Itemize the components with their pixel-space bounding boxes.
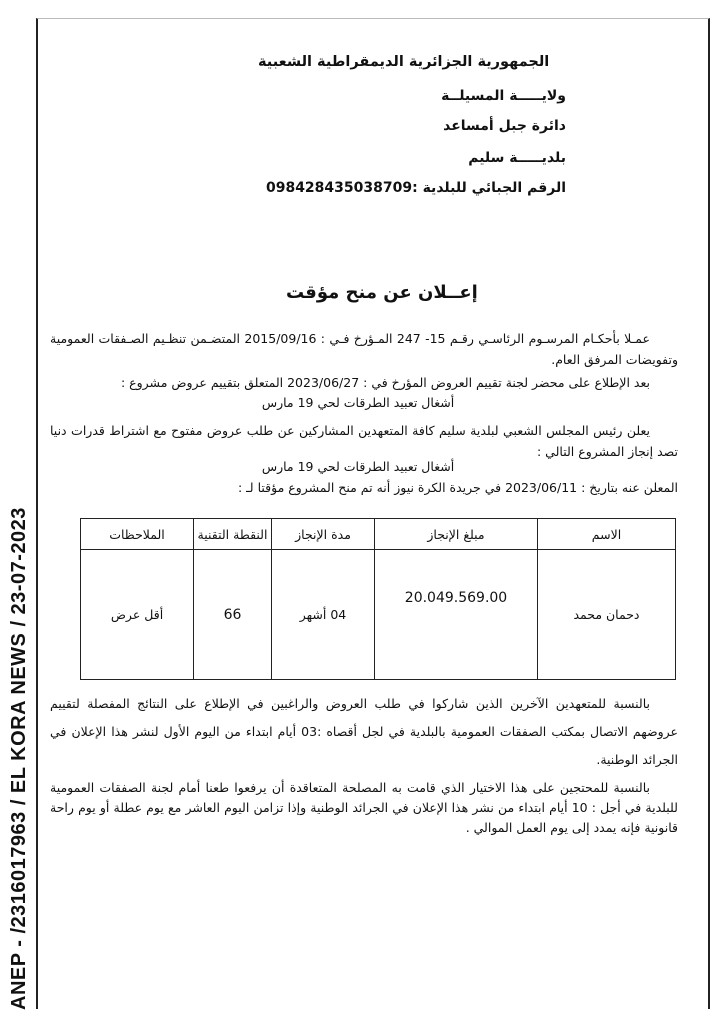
commune: بلديـــــة سليم xyxy=(468,150,566,166)
cell-notes: أقل عرض xyxy=(81,550,194,680)
project-name-2: أشغال تعبيد الطرقات لحي 19 مارس xyxy=(261,459,455,474)
wilaya: ولايـــــة المسيلــة xyxy=(441,88,566,104)
col-duration: مدة الإنجاز xyxy=(272,519,375,550)
table-row xyxy=(81,550,676,680)
announcement-title: إعــلان عن منح مؤقت xyxy=(286,282,478,303)
col-name: الاسم xyxy=(538,519,676,550)
document-border xyxy=(36,18,710,1009)
paragraph-appeals: بالنسبة للمحتجين على هذا الاختيار الذي قامت به المصلحة المتعاقدة أن يرفعوا طعنا أمام لجنة الصفقات العمومية للبلدية في أجل : 10 أيام ابتداء من نشر هذا الإعلان في الجرائد الوطنية وإذا تزامن اليوم العاشر مع يوم عطلة أو يوم راحة قانونية فإنه يمدد إلى يوم العمل الموالي . xyxy=(50,780,678,835)
daira: دائرة جبل أمساعد xyxy=(443,118,566,134)
cell-name: دحمان محمد xyxy=(538,550,676,680)
paragraph-evaluation: بعد الإطلاع على محضر لجنة تقييم العروض المؤرخ في : 2023/06/27 المتعلق بتقييم عروض مشروع : xyxy=(120,375,650,390)
paragraph-other-bidders: بالنسبة للمتعهدين الآخرين الذين شاركوا في طلب العروض والراغبين في الإطلاع على النتائج المفصلة لتقييم عروضهم الاتصال بمكتب الصفقات العمومية بالبلدية في لجل أقصاه :03 أيام ابتداء من اليوم الأول لنشر هذا الإعلان في الجرائد الوطنية. xyxy=(50,696,678,767)
award-table xyxy=(80,518,676,680)
tax-id: الرقم الجبائي للبلدية :098428435038709 xyxy=(265,180,566,196)
col-amount: مبلغ الإنجاز xyxy=(375,519,538,550)
table-header-row xyxy=(81,519,676,550)
publication-stamp: ANEP - /2316017963 / EL KORA NEWS / 23-07-2023 xyxy=(8,507,30,1010)
cell-technical-score: 66 xyxy=(194,550,272,680)
col-technical-score: النقطة التقنية xyxy=(194,519,272,550)
paragraph-award: المعلن عنه بتاريخ : 2023/06/11 في جريدة الكرة نيوز أنه تم منح المشروع مؤقتا لـ : xyxy=(237,480,678,495)
col-notes: الملاحظات xyxy=(81,519,194,550)
republic-heading: الجمهورية الجزائرية الديمقراطية الشعبية xyxy=(258,54,550,70)
paragraph-decree: عمـلا بأحكـام المرسـوم الرئاسـي رقـم 15- 247 المـؤرخ فـي : 2015/09/16 المتضـمن تنظـيم الصـفقات العمومية وتفويضات المرفق العام. xyxy=(50,331,678,367)
cell-amount: 20.049.569.00 xyxy=(375,550,538,680)
project-name: أشغال تعبيد الطرقات لحي 19 مارس xyxy=(261,395,455,410)
cell-duration: 04 أشهر xyxy=(272,550,375,680)
paragraph-announcement: يعلن رئيس المجلس الشعبي لبلدية سليم كافة المتعهدين المشاركين عن طلب عروض مفتوح مع اشتراط قدرات دنيا تصد إنجاز المشروع التالي : xyxy=(50,423,678,459)
